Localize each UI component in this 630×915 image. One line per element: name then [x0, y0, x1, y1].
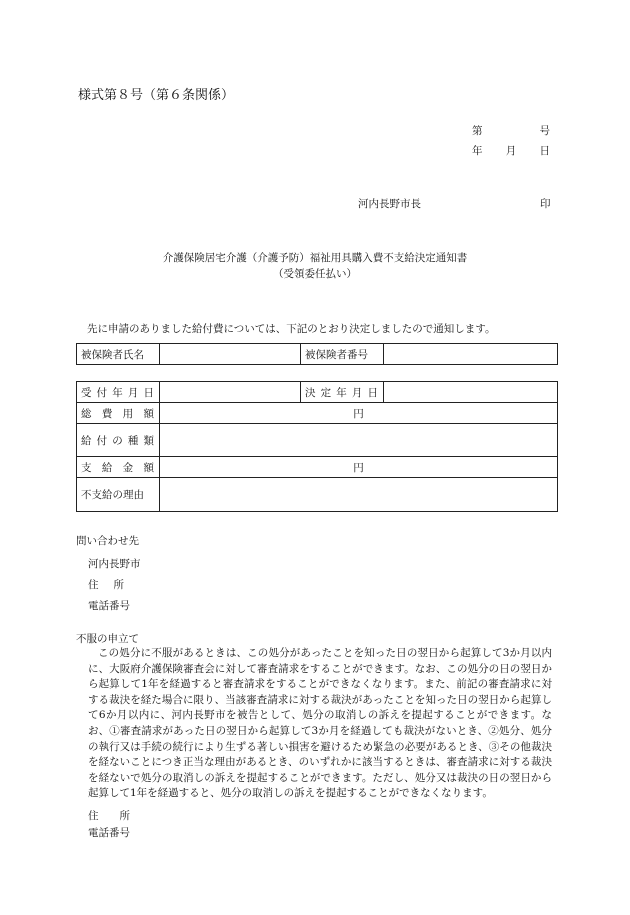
- issue-date-line: [472, 143, 550, 158]
- received-date-value[interactable]: [160, 382, 301, 403]
- document-number-line: [472, 123, 550, 138]
- inquiry-address: [88, 577, 124, 592]
- decision-date-value[interactable]: [384, 382, 558, 403]
- issuer-mayor: 河内長野市長: [358, 198, 421, 210]
- inquiry-address-label: 住所: [88, 579, 124, 591]
- inquiry-phone: 電話番号: [88, 600, 130, 612]
- intro-text: 先に申請のありました給付費については、下記のとおり決定しましたので通知します。: [87, 323, 496, 335]
- insured-number-value[interactable]: [384, 344, 558, 365]
- insured-info-table: [76, 343, 558, 365]
- insured-name-value[interactable]: [160, 344, 301, 365]
- insured-number-label: 被保険者番号: [301, 344, 384, 365]
- received-date-label: 受付年月日: [77, 382, 160, 403]
- non-payment-reason-label: 不支給の理由: [77, 478, 160, 512]
- day-label: 日: [539, 145, 550, 157]
- total-cost-label: 総費用額: [77, 403, 160, 424]
- payment-amount-label: 支給金額: [77, 457, 160, 478]
- decision-date-label: 決定年月日: [301, 382, 384, 403]
- number-suffix: 号: [539, 125, 550, 137]
- benefit-type-label: 給付の種類: [77, 424, 160, 457]
- insured-name-label: 被保険者氏名: [77, 344, 160, 365]
- title-line-sub: （受領委任払い）: [273, 268, 357, 280]
- month-label: 月: [505, 145, 517, 157]
- total-cost-value[interactable]: [160, 403, 558, 424]
- inquiry-city: 河内長野市: [88, 558, 141, 570]
- decision-details-table: [76, 381, 558, 512]
- form-number: 様式第８号（第６条関係）: [78, 88, 235, 103]
- non-payment-reason-value[interactable]: [160, 478, 558, 512]
- seal-mark: 印: [540, 198, 551, 210]
- yen-unit: 円: [353, 461, 364, 474]
- payment-amount-value[interactable]: [160, 457, 558, 478]
- objection-body: この処分に不服があるときは、この処分があったことを知った日の翌日から起算して3か月以内に、大阪府介護保険審査会に対して審査請求をすることができます。なお、この処分の日の翌日から起算して1年を経過すると審査請求をすることができなくなります。また、前記の審査請求に対する裁決を経た場合に限り、当該審査請求に対する裁決があったことを知った日の翌日から起算して6か月以内に、河内長野市を被告として、処分の取消しの訴えを提起することができます。なお、①審査請求があった日の翌日から起算して3か月を経過しても裁決がないとき、②処分、処分の執行又は手続の続行により生ずる著しい損害を避けるため緊急の必要があるとき、③その他裁決を経ないことにつき正当な理由があるとき、のいずれかに該当するときは、審査請求に対する裁決を経ないで処分の取消しの訴えを提起することができます。ただし、処分又は裁決の日の翌日から起算して1年を経過すると、処分の取消しの訴えを提起することができなくなります。: [88, 647, 552, 800]
- objection-heading: 不服の申立て: [76, 633, 139, 645]
- year-label: 年: [472, 145, 483, 157]
- benefit-type-value[interactable]: [160, 424, 558, 457]
- yen-unit: 円: [353, 407, 364, 420]
- objection-address: 住 所: [88, 810, 130, 822]
- document-title: [0, 250, 630, 282]
- objection-phone: 電話番号: [88, 827, 130, 839]
- title-line-main: 介護保険居宅介護（介護予防）福祉用具購入費不支給決定通知書: [162, 252, 468, 264]
- number-prefix: 第: [472, 125, 483, 137]
- inquiry-heading: 問い合わせ先: [76, 535, 139, 547]
